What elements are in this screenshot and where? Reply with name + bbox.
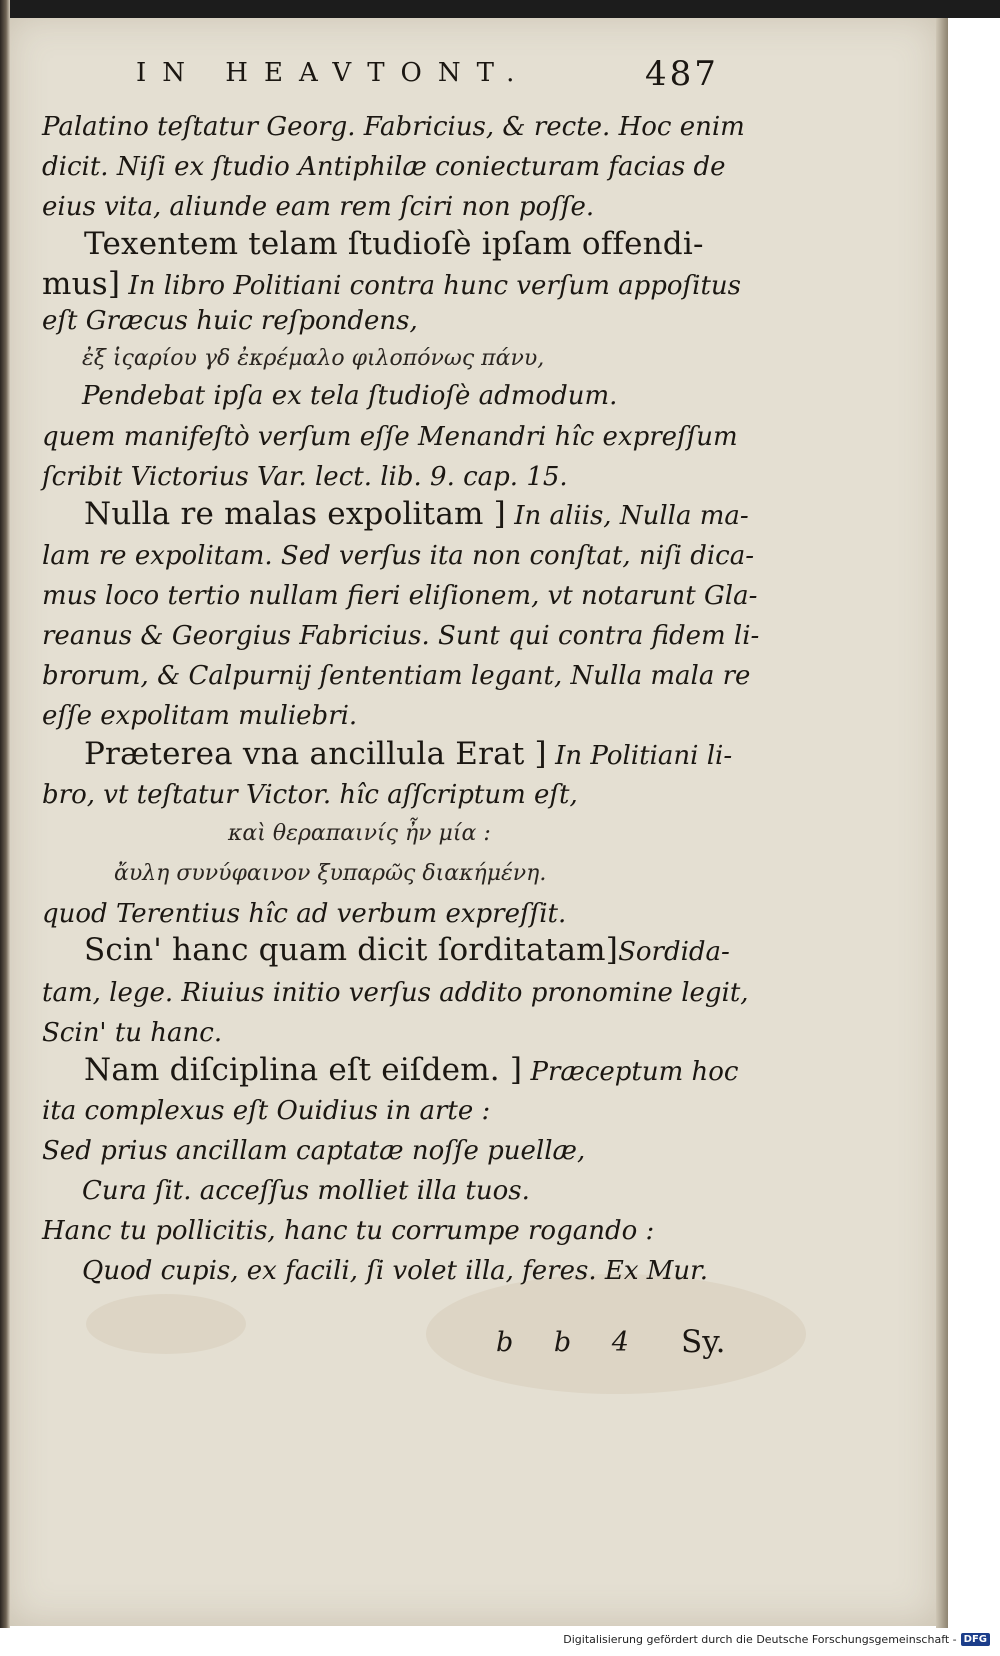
text-line: Scin' tu hanc. <box>42 1018 223 1048</box>
text-line: quem manifeſtò verſum eſſe Menandri hîc expreſſum <box>42 422 738 452</box>
text-line: bro, vt teſtatur Victor. hîc aſſcriptum eſt, <box>42 780 578 810</box>
lemma-text: Scin' hanc quam dicit ſorditatam] <box>84 932 619 968</box>
commentary-text: In libro Politiani contra hunc verſum appoſitus <box>120 271 742 301</box>
lemma-text: mus] <box>42 266 121 302</box>
text-line: tam, lege. Riuius initio verſus addito pronomine legit, <box>42 978 749 1008</box>
verse-line: Cura ſit. acceſſus molliet illa tuos. <box>82 1176 530 1206</box>
mixed-line <box>42 266 741 302</box>
greek-quotation: καὶ θεραπαινίς ἦν μία : <box>228 821 491 846</box>
mixed-line <box>84 496 749 532</box>
text-line: eſt Græcus huic reſpondens, <box>42 306 418 336</box>
verse-line: Sed prius ancillam captatæ noſſe puellæ, <box>42 1136 586 1166</box>
greek-quotation: ἄυλη συνύφαινον ξυπαρῶς διακήμένη. <box>114 861 547 886</box>
mixed-line <box>84 1052 739 1088</box>
text-line: reanus & Georgius Fabricius. Sunt qui contra fidem li- <box>42 621 760 651</box>
credit-text: Digitalisierung gefördert durch die Deutsche Forschungsgemeinschaft - <box>563 1633 957 1646</box>
text-line: Palatino teſtatur Georg. Fabricius, & recte. Hoc enim <box>42 112 745 142</box>
verse-line: Hanc tu pollicitis, hanc tu corrumpe rogando : <box>42 1216 655 1246</box>
text-line: dicit. Niſi ex ſtudio Antiphilæ coniecturam facias de <box>42 152 726 182</box>
lemma-text: Nulla re malas expolitam ] <box>84 496 506 532</box>
page-number: 487 <box>645 54 719 94</box>
scan-top-edge <box>0 0 1000 18</box>
text-line: lam re expolitam. Sed verſus ita non conſtat, niſi dica- <box>42 541 755 571</box>
commentary-text: Sordida- <box>618 937 730 967</box>
commentary-text: In aliis, Nulla ma- <box>505 501 749 531</box>
text-line: mus loco tertio nullam fieri eliſionem, vt notarunt Gla- <box>42 581 758 611</box>
page-right-edge <box>936 18 948 1628</box>
text-line: ſcribit Victorius Var. lect. lib. 9. cap. 15. <box>42 462 568 492</box>
running-title: IN HEAVTONT. <box>136 58 531 88</box>
digitization-credit <box>563 1633 990 1646</box>
greek-quotation: ἐξ ἱςαρίου γδ ἐκρέμαλο φιλοπόνως πάνυ, <box>82 346 545 371</box>
commentary-text: In Politiani li- <box>546 741 733 771</box>
lemma-text: Nam diſciplina eſt eiſdem. ] <box>84 1052 523 1088</box>
mixed-line <box>84 932 730 968</box>
verse-line: Quod cupis, ex facili, ſi volet illa, feres. Ex Mur. <box>82 1256 708 1286</box>
text-line: eſſe expolitam muliebri. <box>42 701 358 731</box>
book-gutter <box>0 0 10 1640</box>
commentary-text: Præceptum hoc <box>522 1057 739 1087</box>
lemma-text: Præterea vna ancillula Erat ] <box>84 736 547 772</box>
mixed-line <box>84 736 732 772</box>
catchword: Sy. <box>681 1324 726 1360</box>
lemma-line: Texentem telam ſtudioſè ipſam offendi- <box>84 226 704 262</box>
dfg-logo: DFG <box>961 1633 990 1646</box>
text-line: quod Terentius hîc ad verbum expreſſit. <box>42 899 567 929</box>
text-line: brorum, & Calpurnij ſententiam legant, Nulla mala re <box>42 661 751 691</box>
text-line: Pendebat ipſa ex tela ſtudioſè admodum. <box>82 381 618 411</box>
text-line: ita complexus eſt Ouidius in arte : <box>42 1096 491 1126</box>
text-line: eius vita, aliunde eam rem ſciri non poſſe. <box>42 192 595 222</box>
paper-stain <box>86 1294 246 1354</box>
signature-mark: b b 4 <box>496 1327 629 1358</box>
